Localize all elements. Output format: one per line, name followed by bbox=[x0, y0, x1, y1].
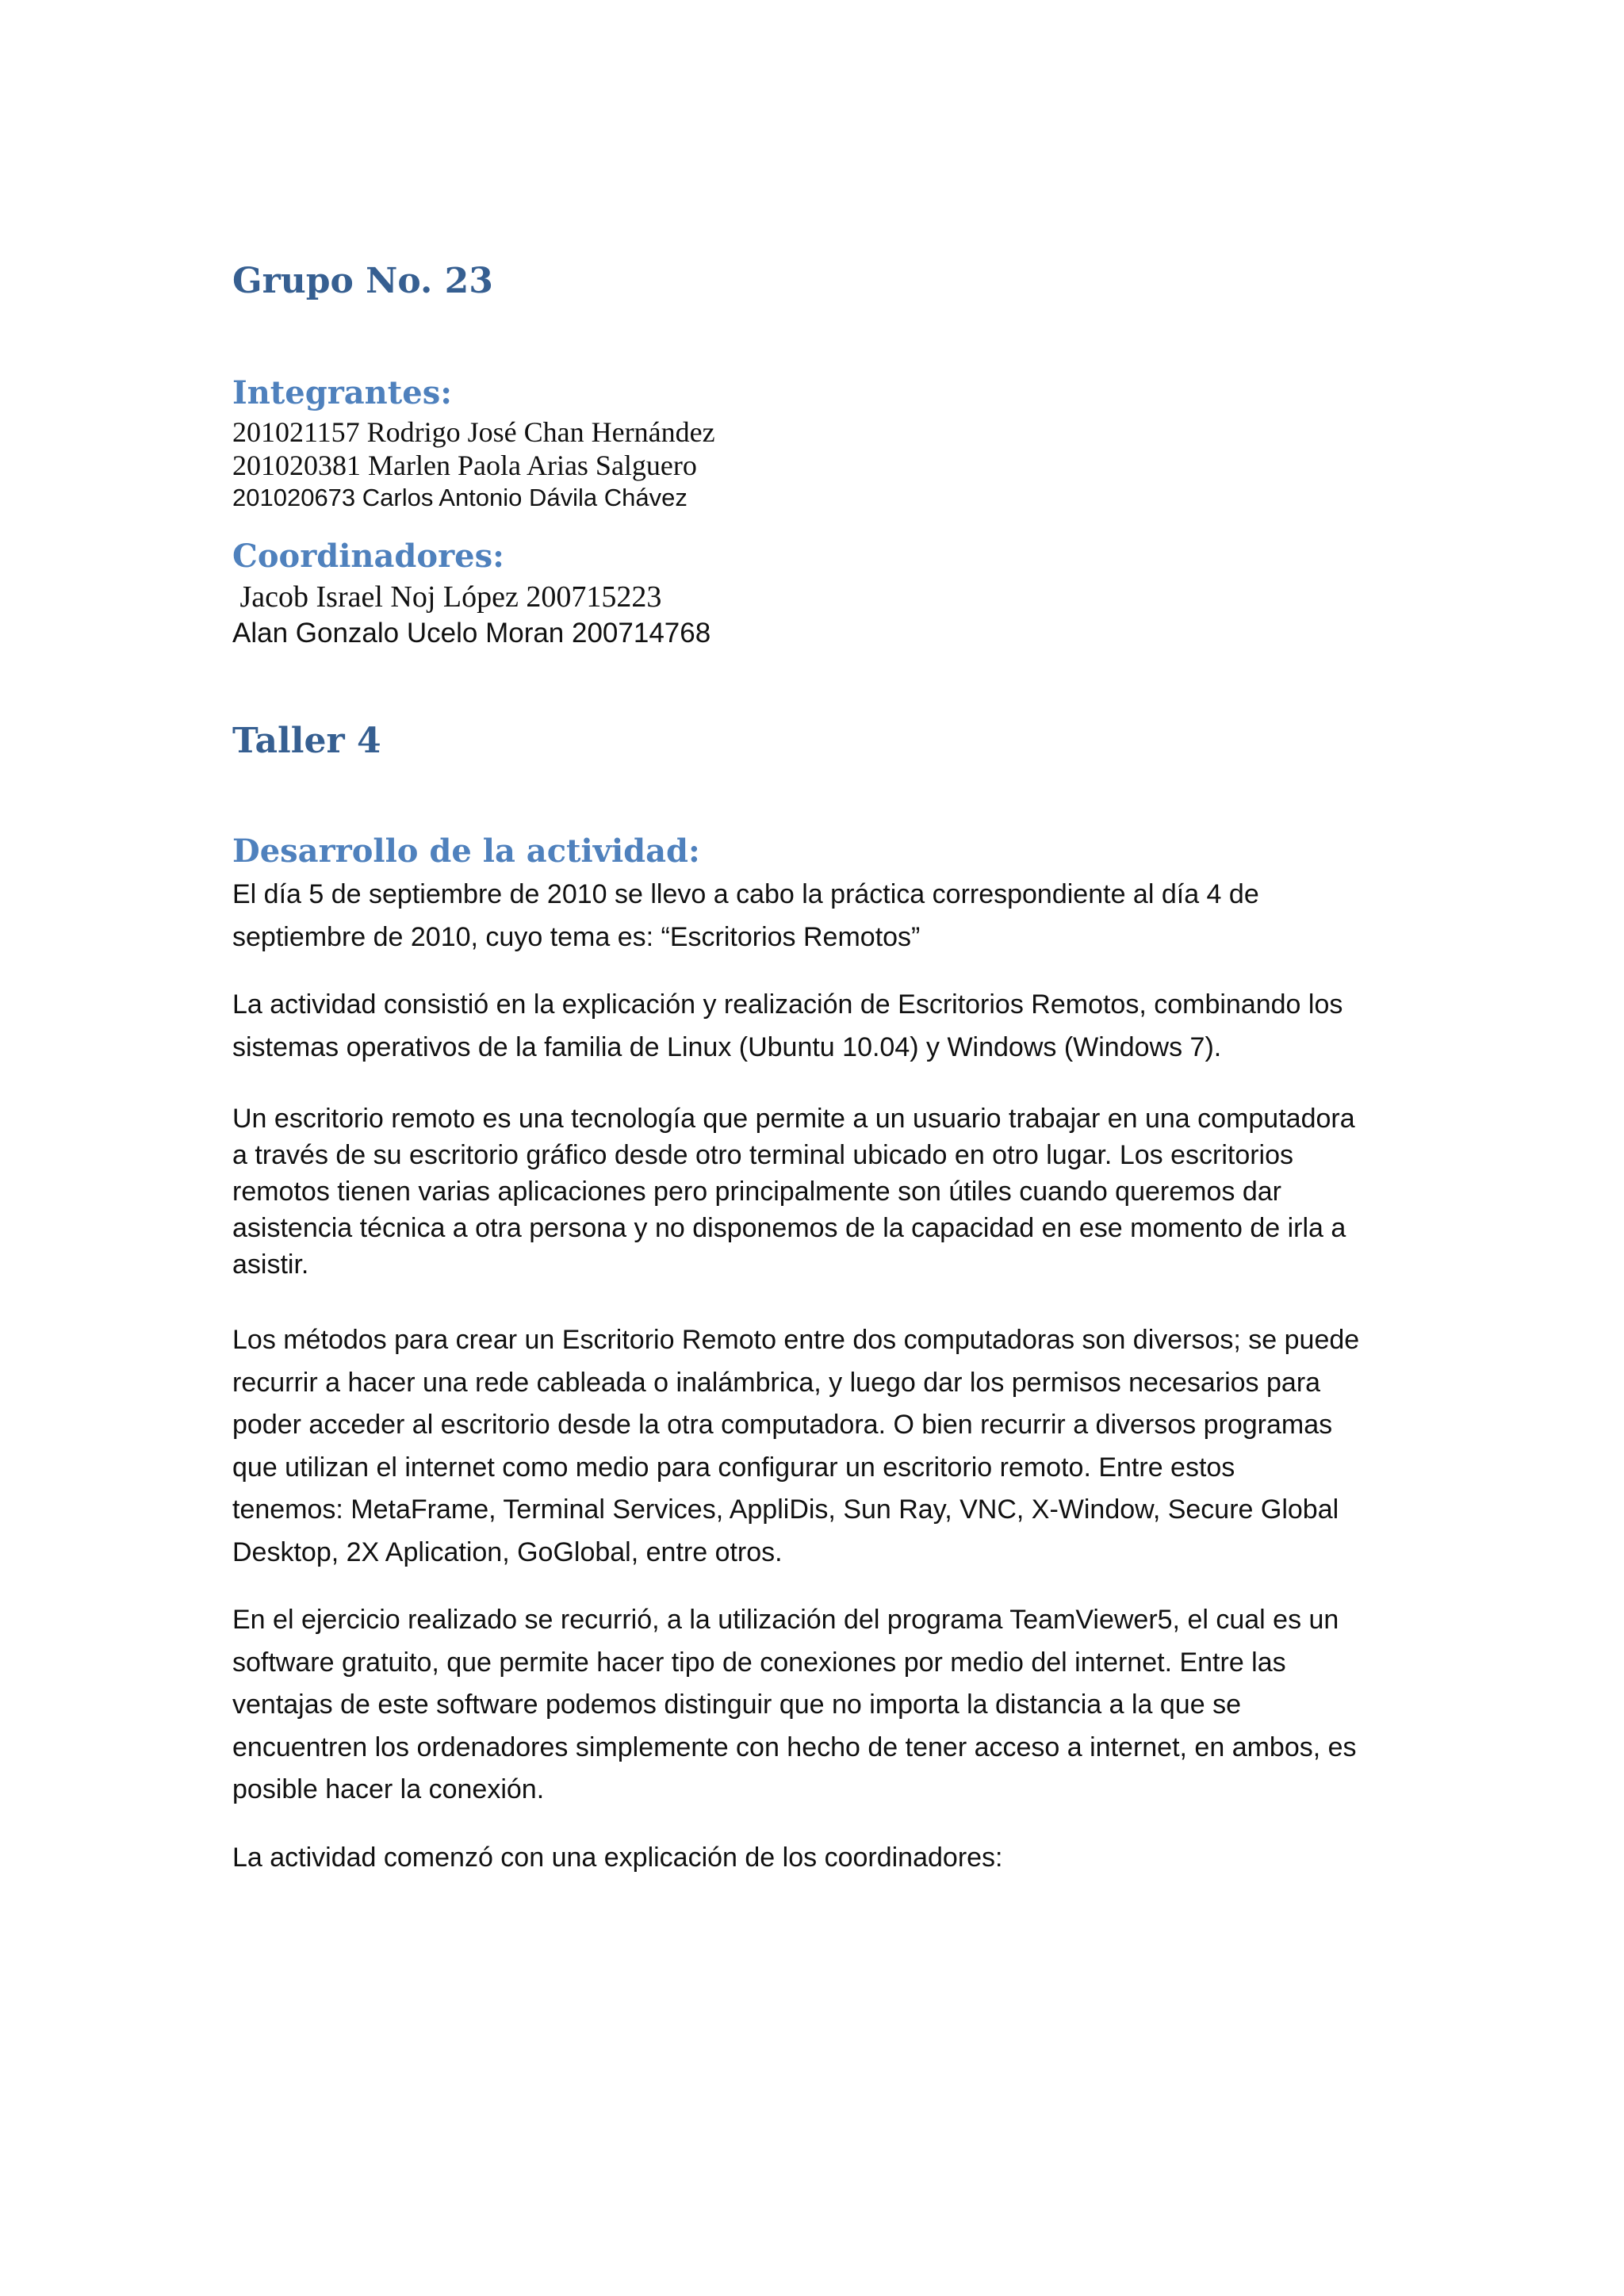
paragraph-line: asistencia técnica a otra persona y no disponemos de la capacidad en ese momento de irla a bbox=[232, 1213, 1346, 1243]
workshop-title: Taller 4 bbox=[232, 721, 381, 761]
paragraph-line: asistir. bbox=[232, 1249, 309, 1280]
paragraph-line: El día 5 de septiembre de 2010 se llevo a cabo la práctica correspondiente al día 4 de bbox=[232, 879, 1259, 909]
paragraph-line: remotos tienen varias aplicaciones pero principalmente son útiles cuando queremos dar bbox=[232, 1177, 1281, 1207]
paragraph-line: ventajas de este software podemos distinguir que no importa la distancia a la que se bbox=[232, 1689, 1241, 1720]
paragraph bbox=[232, 984, 1398, 1069]
document-content bbox=[232, 254, 1398, 1879]
paragraph-line: recurrir a hacer una rede cableada o inalámbrica, y luego dar los permisos necesarios para bbox=[232, 1367, 1321, 1398]
paragraph-line: En el ejercicio realizado se recurrió, a la utilización del programa TeamViewer5, el cual es un bbox=[232, 1605, 1339, 1635]
paragraph-line: software gratuito, que permite hacer tipo de conexiones por medio del internet. Entre las bbox=[232, 1647, 1286, 1678]
paragraph-line: Los métodos para crear un Escritorio Remoto entre dos computadoras son diversos; se puede bbox=[232, 1325, 1360, 1355]
group-title: Grupo No. 23 bbox=[232, 261, 493, 301]
paragraph-line: poder acceder al escritorio desde la otra computadora. O bien recurrir a diversos programas bbox=[232, 1410, 1333, 1440]
activity-heading: Desarrollo de la actividad: bbox=[232, 832, 700, 870]
coordinator-line: Alan Gonzalo Ucelo Moran 200714768 bbox=[232, 618, 711, 649]
member-line: 201021157 Rodrigo José Chan Hernández bbox=[232, 416, 715, 448]
paragraph bbox=[232, 1837, 1398, 1880]
coordinators-heading: Coordinadores: bbox=[232, 538, 504, 575]
member-line: 201020381 Marlen Paola Arias Salguero bbox=[232, 450, 697, 481]
paragraph bbox=[232, 1319, 1398, 1574]
paragraph-line: septiembre de 2010, cuyo tema es: “Escritorios Remotos” bbox=[232, 921, 921, 952]
paragraph-line: La actividad consistió en la explicación y realización de Escritorios Remotos, combinando los bbox=[232, 989, 1343, 1020]
paragraph-line: encuentren los ordenadores simplemente con hecho de tener acceso a internet, en ambos, es bbox=[232, 1732, 1357, 1762]
paragraph-line: Desktop, 2X Aplication, GoGlobal, entre otros. bbox=[232, 1536, 783, 1567]
paragraph-line: sistemas operativos de la familia de Linux (Ubuntu 10.04) y Windows (Windows 7). bbox=[232, 1031, 1222, 1062]
paragraph bbox=[232, 1100, 1398, 1283]
paragraph bbox=[232, 874, 1398, 959]
members-heading: Integrantes: bbox=[232, 374, 452, 411]
paragraph-line: posible hacer la conexión. bbox=[232, 1774, 545, 1804]
paragraph-line: Un escritorio remoto es una tecnología que permite a un usuario trabajar en una computadora bbox=[232, 1104, 1355, 1134]
paragraph-line: que utilizan el internet como medio para configurar un escritorio remoto. Entre estos bbox=[232, 1452, 1235, 1483]
paragraph-line: La actividad comenzó con una explicación de los coordinadores: bbox=[232, 1842, 1003, 1873]
paragraph bbox=[232, 1599, 1398, 1812]
member-line: 201020673 Carlos Antonio Dávila Chávez bbox=[232, 484, 688, 511]
coordinator-line: Jacob Israel Noj López 200715223 bbox=[232, 580, 662, 614]
paragraph-line: tenemos: MetaFrame, Terminal Services, AppliDis, Sun Ray, VNC, X-Window, Secure Global bbox=[232, 1494, 1339, 1525]
paragraph-line: a través de su escritorio gráfico desde otro terminal ubicado en otro lugar. Los escritorios bbox=[232, 1140, 1294, 1170]
